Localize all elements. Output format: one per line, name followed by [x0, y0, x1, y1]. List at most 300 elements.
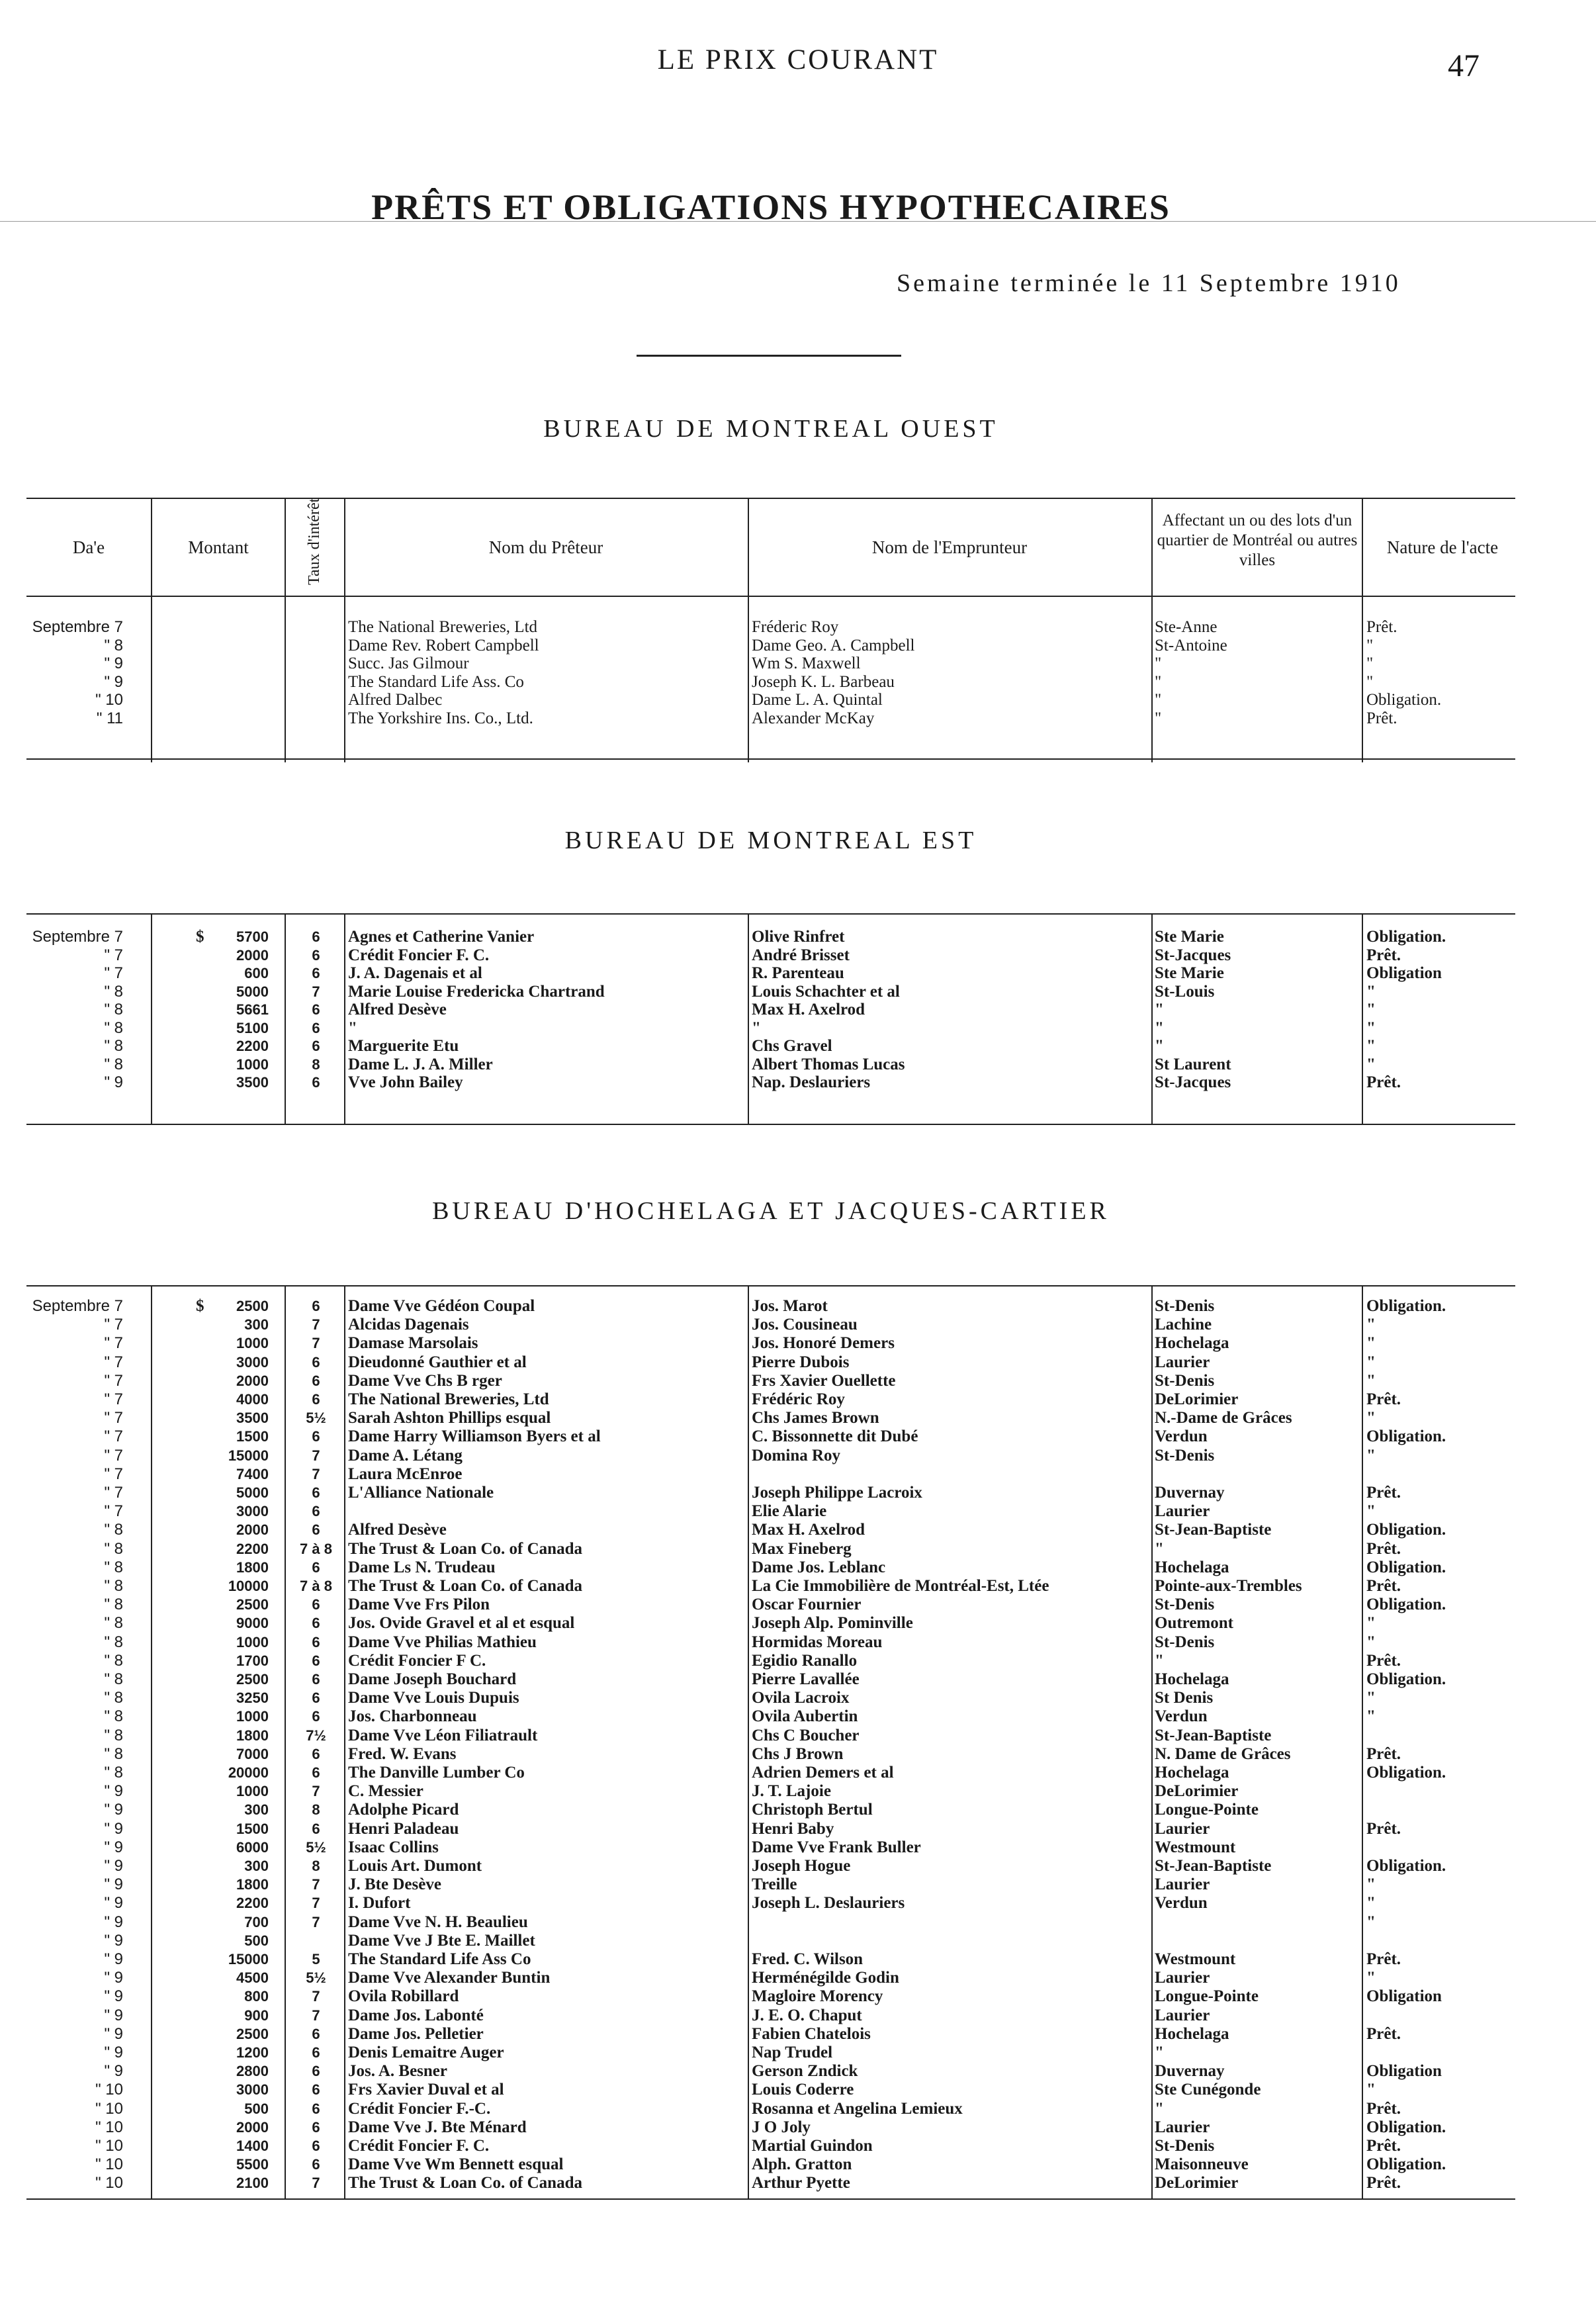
- cell-emprunteur: J O Joly: [752, 2118, 811, 2136]
- cell-taux: 6: [312, 1652, 320, 1669]
- cell-emprunteur: Martial Guindon: [752, 2137, 873, 2155]
- cell-montant: 15000: [228, 1951, 269, 1967]
- cell-preteur: Crédit Foncier F C.: [348, 1651, 486, 1670]
- cell-montant: 1000: [236, 1056, 269, 1073]
- cell-emprunteur: Alph. Gratton: [752, 2155, 852, 2174]
- cell-affectant: ": [1155, 672, 1162, 691]
- cell-nature: Prêt.: [1366, 618, 1397, 636]
- cell-emprunteur: Albert Thomas Lucas: [752, 1055, 905, 1073]
- cell-montant: 7400: [236, 1465, 269, 1482]
- cell-preteur: Dame Vve Philias Mathieu: [348, 1633, 537, 1651]
- cell-emprunteur: Louis Coderre: [752, 2081, 854, 2099]
- cell-preteur: Dame L. J. A. Miller: [348, 1055, 493, 1073]
- cell-date: " 9: [104, 1801, 123, 1819]
- cell-preteur: Marie Louise Fredericka Chartrand: [348, 982, 605, 1001]
- cell-affectant: ": [1155, 709, 1162, 727]
- page-title: PRÊTS ET OBLIGATIONS HYPOTHECAIRES: [371, 187, 1171, 227]
- cell-preteur: The Trust & Loan Co. of Canada: [348, 1539, 582, 1558]
- cell-affectant: N.-Dame de Grâces: [1155, 1409, 1292, 1427]
- cell-emprunteur: Dame Jos. Leblanc: [752, 1558, 886, 1576]
- cell-date: " 8: [104, 1633, 123, 1651]
- cell-nature: ": [1366, 1875, 1376, 1894]
- cell-date: " 8: [104, 1764, 123, 1782]
- cell-preteur: Dieudonné Gauthier et al: [348, 1353, 527, 1371]
- cell-emprunteur: Joseph Alp. Pominville: [752, 1614, 913, 1633]
- cell-emprunteur: Pierre Lavallée: [752, 1670, 860, 1688]
- cell-emprunteur: Oscar Fournier: [752, 1596, 862, 1614]
- cell-montant: 1400: [236, 2138, 269, 2154]
- col-montant: Montant: [188, 537, 249, 557]
- cell-montant: 2000: [236, 2118, 269, 2136]
- cell-date: Septembre 7: [32, 928, 123, 946]
- cell-taux: 6: [312, 2025, 320, 2042]
- cell-date: " 7: [104, 1446, 123, 1465]
- cell-emprunteur: Fréderic Roy: [752, 618, 839, 636]
- cell-taux: 6: [312, 1820, 320, 1837]
- cell-taux: 6: [312, 1596, 320, 1613]
- cell-montant: 3250: [236, 1690, 269, 1707]
- cell-taux: 6: [312, 1001, 320, 1018]
- cell-date: " 8: [104, 1539, 123, 1558]
- cell-date: " 7: [104, 1409, 123, 1427]
- cell-dollar: $: [196, 928, 204, 946]
- cell-date: " 9: [104, 1969, 123, 1987]
- cell-emprunteur: Arthur Pyette: [752, 2174, 850, 2192]
- cell-taux: 6: [312, 2044, 320, 2061]
- cell-nature: ": [1366, 1371, 1376, 1390]
- cell-preteur: Adolphe Picard: [348, 1801, 459, 1819]
- cell-emprunteur: Chs Gravel: [752, 1037, 832, 1055]
- cell-nature: Obligation.: [1366, 1558, 1446, 1576]
- cell-preteur: ": [348, 1018, 357, 1037]
- cell-emprunteur: Max Fineberg: [752, 1539, 852, 1558]
- cell-nature: ": [1366, 1055, 1376, 1073]
- cell-date: " 9: [104, 1931, 123, 1950]
- cell-taux: 7 à 8: [300, 1578, 332, 1594]
- cell-taux: 6: [312, 1391, 320, 1408]
- cell-affectant: Hochelaga: [1155, 1558, 1229, 1576]
- cell-taux: 5½: [306, 1410, 326, 1427]
- cell-nature: ": [1366, 672, 1374, 691]
- cell-emprunteur: Jos. Cousineau: [752, 1316, 858, 1334]
- cell-preteur: Dame Vve Chs B rger: [348, 1371, 502, 1390]
- cell-taux: 6: [312, 2156, 320, 2173]
- cell-montant: 2200: [236, 1895, 269, 1912]
- page-number: 47: [1448, 48, 1480, 83]
- cell-montant: 900: [244, 2007, 269, 2024]
- cell-taux: 7: [312, 1316, 320, 1333]
- cell-affectant: Longue-Pointe: [1155, 1801, 1259, 1819]
- cell-emprunteur: Treille: [752, 1875, 797, 1894]
- cell-emprunteur: Nap Trudel: [752, 2044, 833, 2061]
- cell-nature: Obligation.: [1366, 2155, 1446, 2174]
- cell-emprunteur: Fabien Chatelois: [752, 2024, 871, 2043]
- cell-affectant: Laurier: [1155, 2118, 1210, 2136]
- cell-nature: ": [1366, 2081, 1376, 2099]
- cell-affectant: St Laurent: [1155, 1055, 1231, 1073]
- cell-emprunteur: Joseph L. Deslauriers: [752, 1894, 905, 1913]
- cell-affectant: ": [1155, 2044, 1164, 2061]
- cell-affectant: Laurier: [1155, 1875, 1210, 1894]
- cell-preteur: Ovila Robillard: [348, 1987, 459, 2006]
- cell-date: " 10: [95, 2118, 123, 2136]
- cell-nature: Prêt.: [1366, 1390, 1401, 1408]
- cell-montant: 15000: [228, 1447, 269, 1464]
- cell-affectant: St-Denis: [1155, 2137, 1215, 2155]
- cell-taux: 6: [312, 1503, 320, 1520]
- cell-affectant: Ste Marie: [1155, 928, 1224, 946]
- cell-montant: 800: [244, 1988, 269, 2005]
- cell-affectant: ": [1155, 655, 1162, 672]
- cell-preteur: Dame Vve Wm Bennett esqual: [348, 2155, 564, 2174]
- cell-preteur: Agnes et Catherine Vanier: [348, 928, 535, 946]
- cell-affectant: Verdun: [1155, 1707, 1208, 1726]
- cell-preteur: Crédit Foncier F. C.: [348, 946, 490, 964]
- cell-taux: 7½: [306, 1727, 326, 1744]
- section-title-hochelaga: BUREAU D'HOCHELAGA ET JACQUES-CARTIER: [432, 1197, 1110, 1225]
- cell-date: " 9: [104, 1819, 123, 1838]
- cell-emprunteur: Frédéric Roy: [752, 1390, 845, 1408]
- cell-taux: 6: [312, 2081, 320, 2099]
- cell-montant: 2500: [236, 2025, 269, 2042]
- cell-preteur: Dame A. Létang: [348, 1446, 463, 1465]
- cell-montant: 3500: [236, 1410, 269, 1427]
- cell-emprunteur: ": [752, 1018, 761, 1037]
- cell-montant: 300: [244, 1316, 269, 1333]
- cell-date: " 9: [104, 1782, 123, 1801]
- cell-taux: 6: [312, 1372, 320, 1389]
- cell-nature: Prêt.: [1366, 1484, 1401, 1502]
- cell-montant: 7000: [236, 1745, 269, 1762]
- cell-preteur: Dame Vve Louis Dupuis: [348, 1689, 519, 1707]
- cell-emprunteur: Louis Schachter et al: [752, 982, 900, 1001]
- cell-emprunteur: Dame L. A. Quintal: [752, 691, 883, 709]
- cell-date: " 8: [104, 1018, 123, 1037]
- cell-preteur: Isaac Collins: [348, 1838, 439, 1856]
- cell-preteur: J. A. Dagenais et al: [348, 964, 482, 982]
- cell-montant: 300: [244, 1801, 269, 1819]
- cell-affectant: St-Denis: [1155, 1297, 1215, 1315]
- cell-montant: 2500: [236, 1671, 269, 1688]
- cell-montant: 3500: [236, 1074, 269, 1091]
- cell-date: " 7: [104, 964, 123, 982]
- cell-montant: 9000: [236, 1615, 269, 1632]
- cell-montant: 2000: [236, 1372, 269, 1389]
- cell-montant: 2100: [236, 2175, 269, 2192]
- cell-montant: 20000: [228, 1764, 269, 1781]
- col-taux: Taux d'intérêt: [306, 498, 323, 585]
- section-title-ouest: BUREAU DE MONTREAL OUEST: [543, 415, 998, 443]
- cell-affectant: ": [1155, 2099, 1164, 2118]
- cell-emprunteur: J. E. O. Chaput: [752, 2006, 862, 2024]
- cell-montant: 6000: [236, 1838, 269, 1856]
- cell-affectant: DeLorimier: [1155, 1782, 1239, 1801]
- cell-affectant: Outremont: [1155, 1614, 1233, 1633]
- cell-montant: 5100: [236, 1019, 269, 1036]
- cell-affectant: St-Jean-Baptiste: [1155, 1521, 1272, 1539]
- cell-nature: ": [1366, 1334, 1376, 1353]
- cell-taux: 7: [312, 1465, 320, 1482]
- cell-date: " 8: [104, 1558, 123, 1576]
- cell-preteur: Dame Harry Williamson Byers et al: [348, 1427, 601, 1446]
- cell-preteur: Denis Lemaitre Auger: [348, 2044, 504, 2061]
- cell-preteur: Dame Vve Frs Pilon: [348, 1596, 490, 1614]
- cell-nature: Obligation.: [1366, 928, 1446, 946]
- cell-date: " 9: [104, 1894, 123, 1913]
- cell-affectant: ": [1155, 1018, 1164, 1037]
- cell-nature: Prêt.: [1366, 709, 1397, 727]
- cell-emprunteur: Dame Geo. A. Campbell: [752, 636, 915, 655]
- col-affectant: Affectant un ou des lots d'un quartier de Montréal ou autres villes: [1157, 512, 1358, 569]
- cell-nature: Prêt.: [1366, 1539, 1401, 1558]
- cell-nature: ": [1366, 1894, 1376, 1913]
- cell-date: " 8: [104, 1577, 123, 1595]
- cell-montant: 5661: [236, 1001, 269, 1018]
- cell-emprunteur: Wm S. Maxwell: [752, 655, 861, 672]
- cell-preteur: Dame Vve Gédéon Coupal: [348, 1297, 535, 1315]
- cell-affectant: Longue-Pointe: [1155, 1987, 1259, 2006]
- cell-taux: 7: [312, 1447, 320, 1464]
- cell-affectant: St-Denis: [1155, 1371, 1215, 1390]
- cell-nature: ": [1366, 1446, 1376, 1465]
- cell-affectant: Ste Cunégonde: [1155, 2081, 1261, 2099]
- cell-montant: 1800: [236, 1876, 269, 1893]
- cell-preteur: Louis Art. Dumont: [348, 1857, 482, 1875]
- cell-taux: 6: [312, 1428, 320, 1445]
- cell-montant: 5700: [236, 928, 269, 945]
- title-rule: [637, 355, 901, 357]
- cell-nature: Prêt.: [1366, 1819, 1401, 1838]
- cell-date: " 7: [104, 1390, 123, 1408]
- running-title: LE PRIX COURANT: [657, 44, 939, 75]
- cell-date: " 10: [95, 2174, 123, 2192]
- cell-nature: Obligation.: [1366, 1596, 1446, 1614]
- cell-preteur: Alfred Desève: [348, 1521, 447, 1539]
- cell-preteur: Dame Joseph Bouchard: [348, 1670, 517, 1688]
- cell-preteur: I. Dufort: [348, 1894, 411, 1913]
- cell-affectant: St-Jacques: [1155, 946, 1231, 964]
- cell-taux: 5½: [306, 1838, 326, 1856]
- cell-nature: ": [1366, 1353, 1376, 1371]
- cell-emprunteur: Herménégilde Godin: [752, 1969, 899, 1987]
- col-date: Da'e: [72, 537, 105, 557]
- cell-affectant: Duvernay: [1155, 2062, 1225, 2081]
- col-nature: Nature de l'acte: [1386, 537, 1499, 557]
- cell-date: " 7: [104, 1427, 123, 1446]
- cell-taux: 6: [312, 1038, 320, 1054]
- cell-nature: ": [1366, 1502, 1376, 1521]
- cell-date: " 8: [104, 636, 123, 655]
- cell-date: " 8: [104, 1707, 123, 1726]
- cell-montant: 1000: [236, 1335, 269, 1352]
- cell-nature: ": [1366, 1969, 1376, 1987]
- cell-preteur: Succ. Jas Gilmour: [348, 655, 469, 672]
- cell-affectant: St-Denis: [1155, 1633, 1215, 1651]
- cell-date: " 8: [104, 1670, 123, 1688]
- cell-emprunteur: Chs C Boucher: [752, 1726, 860, 1744]
- cell-affectant: Hochelaga: [1155, 1764, 1229, 1782]
- cell-emprunteur: Max H. Axelrod: [752, 1521, 865, 1539]
- cell-nature: Prêt.: [1366, 2099, 1401, 2118]
- cell-taux: 6: [312, 2100, 320, 2117]
- cell-affectant: Maisonneuve: [1155, 2155, 1249, 2174]
- cell-affectant: St-Jean-Baptiste: [1155, 1857, 1272, 1875]
- cell-affectant: St-Denis: [1155, 1446, 1215, 1465]
- cell-date: " 7: [104, 946, 123, 964]
- cell-preteur: Fred. W. Evans: [348, 1744, 457, 1763]
- cell-taux: 6: [312, 1745, 320, 1762]
- cell-date: " 9: [104, 1913, 123, 1931]
- cell-affectant: N. Dame de Grâces: [1155, 1744, 1291, 1763]
- cell-affectant: Laurier: [1155, 1353, 1210, 1371]
- cell-preteur: Dame Jos. Labonté: [348, 2006, 484, 2024]
- cell-date: " 8: [104, 1744, 123, 1763]
- cell-nature: ": [1366, 1614, 1376, 1633]
- cell-preteur: Jos. A. Besner: [348, 2062, 447, 2081]
- cell-affectant: Ste Marie: [1155, 964, 1224, 982]
- cell-preteur: Dame Vve Léon Filiatrault: [348, 1726, 538, 1744]
- cell-preteur: The Yorkshire Ins. Co., Ltd.: [348, 709, 533, 727]
- cell-preteur: Frs Xavier Duval et al: [348, 2081, 504, 2099]
- cell-preteur: Crédit Foncier F. C.: [348, 2137, 490, 2155]
- cell-taux: 6: [312, 2063, 320, 2080]
- cell-date: " 9: [104, 2024, 123, 2043]
- cell-taux: 6: [312, 1615, 320, 1632]
- cell-nature: Obligation.: [1366, 691, 1442, 709]
- cell-date: " 9: [104, 1857, 123, 1875]
- col-preteur: Nom du Prêteur: [488, 537, 603, 557]
- cell-nature: Prêt.: [1366, 2174, 1401, 2192]
- cell-taux: 7: [312, 1335, 320, 1352]
- cell-date: " 8: [104, 1596, 123, 1614]
- cell-montant: 1800: [236, 1558, 269, 1576]
- cell-taux: 6: [312, 1521, 320, 1539]
- cell-emprunteur: Egidio Ranallo: [752, 1651, 858, 1670]
- cell-emprunteur: Rosanna et Angelina Lemieux: [752, 2099, 963, 2118]
- cell-date: " 7: [104, 1484, 123, 1502]
- cell-preteur: L'Alliance Nationale: [348, 1484, 494, 1502]
- cell-affectant: Verdun: [1155, 1894, 1208, 1913]
- cell-taux: 5: [312, 1951, 320, 1967]
- cell-dollar: $: [196, 1297, 204, 1315]
- cell-preteur: The Standard Life Ass Co: [348, 1950, 531, 1968]
- cell-emprunteur: Joseph K. L. Barbeau: [752, 672, 895, 691]
- cell-emprunteur: Alexander McKay: [752, 709, 875, 727]
- cell-date: Septembre 7: [32, 1297, 123, 1315]
- cell-preteur: Crédit Foncier F.-C.: [348, 2099, 491, 2118]
- cell-date: " 10: [95, 2099, 123, 2118]
- cell-emprunteur: Joseph Hogue: [752, 1857, 851, 1875]
- cell-montant: 3000: [236, 1353, 269, 1371]
- cell-nature: Prêt.: [1366, 946, 1401, 964]
- cell-taux: 6: [312, 1764, 320, 1781]
- cell-affectant: St Denis: [1155, 1689, 1214, 1707]
- cell-taux: 7 à 8: [300, 1540, 332, 1557]
- cell-preteur: Dame Vve J. Bte Ménard: [348, 2118, 527, 2136]
- cell-date: " 10: [95, 2137, 123, 2155]
- cell-affectant: Lachine: [1155, 1316, 1212, 1334]
- cell-taux: 8: [312, 1801, 320, 1819]
- cell-date: " 8: [104, 1651, 123, 1670]
- cell-taux: 6: [312, 965, 320, 981]
- cell-nature: Prêt.: [1366, 1651, 1401, 1670]
- cell-preteur: Jos. Charbonneau: [348, 1707, 477, 1726]
- cell-emprunteur: Joseph Philippe Lacroix: [752, 1484, 922, 1502]
- cell-montant: 4500: [236, 1969, 269, 1987]
- cell-emprunteur: Dame Vve Frank Buller: [752, 1838, 921, 1856]
- cell-emprunteur: Henri Baby: [752, 1819, 834, 1838]
- cell-nature: Obligation: [1366, 964, 1442, 982]
- cell-affectant: St-Antoine: [1155, 636, 1227, 655]
- cell-taux: 6: [312, 2138, 320, 2154]
- cell-emprunteur: Olive Rinfret: [752, 928, 845, 946]
- cell-affectant: ": [1155, 1037, 1164, 1055]
- cell-date: " 8: [104, 1726, 123, 1744]
- cell-emprunteur: Ovila Lacroix: [752, 1689, 850, 1707]
- cell-date: " 8: [104, 982, 123, 1001]
- cell-taux: 7: [312, 1988, 320, 2005]
- cell-emprunteur: Gerson Zndick: [752, 2062, 858, 2081]
- cell-nature: ": [1366, 982, 1376, 1001]
- cell-taux: 5½: [306, 1969, 326, 1987]
- cell-preteur: The National Breweries, Ltd: [348, 1390, 549, 1408]
- cell-preteur: Damase Marsolais: [348, 1334, 478, 1353]
- cell-date: " 7: [104, 1502, 123, 1521]
- cell-taux: 6: [312, 946, 320, 964]
- cell-affectant: ": [1155, 1539, 1164, 1558]
- cell-date: " 9: [104, 1073, 123, 1091]
- cell-emprunteur: Max H. Axelrod: [752, 1001, 865, 1018]
- cell-affectant: Hochelaga: [1155, 1670, 1229, 1688]
- cell-affectant: Westmount: [1155, 1950, 1236, 1968]
- cell-date: " 8: [104, 1614, 123, 1633]
- cell-date: " 9: [104, 1838, 123, 1856]
- cell-montant: 2000: [236, 1521, 269, 1539]
- cell-preteur: Alcidas Dagenais: [348, 1316, 469, 1334]
- cell-nature: ": [1366, 636, 1374, 655]
- cell-taux: 7: [312, 983, 320, 1000]
- cell-montant: 1700: [236, 1652, 269, 1669]
- cell-taux: 6: [312, 1298, 320, 1314]
- cell-montant: 300: [244, 1858, 269, 1874]
- cell-emprunteur: La Cie Immobilière de Montréal-Est, Ltée: [752, 1577, 1049, 1595]
- cell-affectant: Laurier: [1155, 1819, 1210, 1838]
- cell-preteur: Laura McEnroe: [348, 1465, 463, 1483]
- cell-preteur: Vve John Bailey: [348, 1073, 463, 1091]
- cell-affectant: DeLorimier: [1155, 1390, 1239, 1408]
- cell-emprunteur: R. Parenteau: [752, 964, 844, 982]
- cell-nature: Obligation: [1366, 1987, 1442, 2006]
- cell-nature: Obligation.: [1366, 1764, 1446, 1782]
- cell-date: " 7: [104, 1353, 123, 1371]
- cell-affectant: DeLorimier: [1155, 2174, 1239, 2192]
- cell-taux: 6: [312, 1353, 320, 1371]
- cell-nature: ": [1366, 1707, 1376, 1726]
- cell-emprunteur: C. Bissonnette dit Dubé: [752, 1427, 918, 1446]
- cell-emprunteur: Elie Alarie: [752, 1502, 827, 1521]
- cell-preteur: Dame Rev. Robert Campbell: [348, 636, 539, 655]
- cell-emprunteur: Fred. C. Wilson: [752, 1950, 864, 1968]
- cell-taux: 7: [312, 1783, 320, 1800]
- cell-date: " 8: [104, 1037, 123, 1055]
- cell-montant: 500: [244, 1932, 269, 1949]
- cell-preteur: Dame Vve J Bte E. Maillet: [348, 1931, 535, 1950]
- cell-montant: 1500: [236, 1428, 269, 1445]
- cell-emprunteur: Frs Xavier Ouellette: [752, 1371, 896, 1390]
- cell-nature: Prêt.: [1366, 2024, 1401, 2043]
- cell-nature: Prêt.: [1366, 1950, 1401, 1968]
- cell-taux: 6: [312, 1074, 320, 1091]
